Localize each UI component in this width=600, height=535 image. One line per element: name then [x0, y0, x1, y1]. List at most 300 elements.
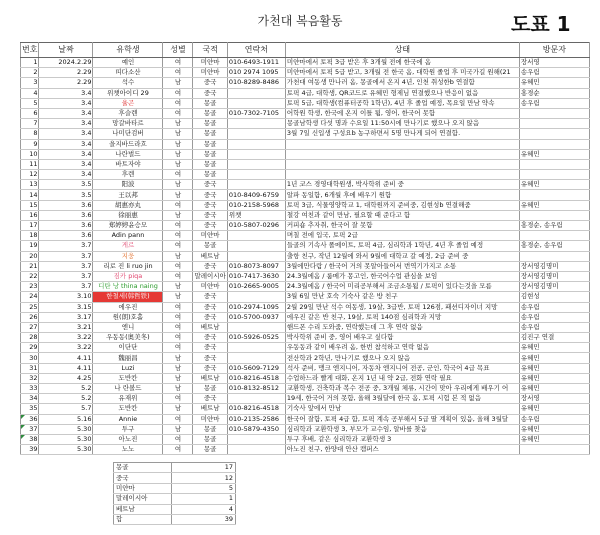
cell-name[interactable]: 후슬렌: [93, 108, 163, 118]
cell-name[interactable]: 노노: [93, 445, 163, 455]
cell-status[interactable]: 3월에만다람 / 한국어 거의 못알아들어서 번역기가지고 소통: [285, 261, 519, 271]
cell-date[interactable]: 3.4: [39, 129, 93, 139]
cell-name[interactable]: 魏丽昌: [93, 353, 163, 363]
cell-date[interactable]: 3.7: [39, 282, 93, 292]
cell-date[interactable]: 3.17: [39, 312, 93, 322]
cell-gender[interactable]: 남: [163, 210, 193, 220]
cell-date[interactable]: 3.7: [39, 271, 93, 281]
cell-gender[interactable]: 여: [163, 312, 193, 322]
cell-gender[interactable]: 여: [163, 322, 193, 332]
cell-date[interactable]: 3.4: [39, 139, 93, 149]
cell-phone[interactable]: 010-5700-0937: [227, 312, 285, 322]
cell-name[interactable]: 엔니: [93, 322, 163, 332]
cell-name[interactable]: 을지바드라흐: [93, 139, 163, 149]
cell-nation[interactable]: 중국: [193, 333, 227, 343]
cell-date[interactable]: 3.7: [39, 241, 93, 251]
cell-status[interactable]: 출항 친구, 작년 12월에 와서 9월에 대학교 갈 예정, 2급 준비 중: [285, 251, 519, 261]
cell-status[interactable]: 미얀마에서 토픽 3급 받은 후 3개월 전에 한국에 옴: [285, 58, 519, 68]
cell-name[interactable]: 유재위: [93, 394, 163, 404]
summary-label[interactable]: 중국: [114, 473, 172, 483]
cell-visitor[interactable]: 유혜민: [519, 343, 589, 353]
cell-visitor[interactable]: 홍경순: [519, 88, 589, 98]
cell-no[interactable]: 9: [21, 139, 39, 149]
cell-nation[interactable]: 몽골: [193, 119, 227, 129]
cell-no[interactable]: 33: [21, 384, 39, 394]
cell-gender[interactable]: 여: [163, 170, 193, 180]
cell-name[interactable]: 석수: [93, 78, 163, 88]
summary-count[interactable]: 12: [172, 473, 236, 483]
cell-no[interactable]: 27: [21, 322, 39, 332]
cell-status[interactable]: [285, 149, 519, 159]
cell-gender[interactable]: 여: [163, 271, 193, 281]
cell-phone[interactable]: 010-6493-1911: [227, 58, 285, 68]
cell-phone[interactable]: [227, 159, 285, 169]
cell-visitor[interactable]: [519, 445, 589, 455]
cell-nation[interactable]: 중국: [193, 292, 227, 302]
cell-phone[interactable]: [227, 88, 285, 98]
cell-date[interactable]: 3.15: [39, 302, 93, 312]
cell-no[interactable]: 32: [21, 373, 39, 383]
cell-gender[interactable]: 남: [163, 78, 193, 88]
cell-no[interactable]: 3: [21, 78, 39, 88]
cell-no[interactable]: 24: [21, 292, 39, 302]
summary-label[interactable]: 말레이시아: [114, 494, 172, 504]
cell-phone[interactable]: [227, 394, 285, 404]
cell-gender[interactable]: 남: [163, 282, 193, 292]
cell-no[interactable]: 31: [21, 363, 39, 373]
cell-phone[interactable]: [227, 149, 285, 159]
cell-date[interactable]: 3.4: [39, 170, 93, 180]
cell-date[interactable]: 3.4: [39, 149, 93, 159]
summary-count[interactable]: 1: [172, 494, 236, 504]
cell-status[interactable]: 교환학생, 건축학과 복수 전공 중, 3개월 체류, 시간이 맞아 우리에게 배우기 어: [285, 384, 519, 394]
cell-name[interactable]: 띠다소산: [93, 68, 163, 78]
cell-nation[interactable]: 중국: [193, 394, 227, 404]
cell-gender[interactable]: 남: [163, 424, 193, 434]
summary-count[interactable]: 39: [172, 514, 236, 524]
cell-nation[interactable]: 중국: [193, 363, 227, 373]
cell-gender[interactable]: 여: [163, 98, 193, 108]
cell-visitor[interactable]: 유혜민: [519, 424, 589, 434]
cell-status[interactable]: 토픽 3급, 식물영양학교 1, 대학원까지 준비중, 김현성b 연결해줌: [285, 200, 519, 210]
cell-name[interactable]: 디탄 낭 thina naing: [93, 282, 163, 292]
cell-status[interactable]: 전산학과 2학년, 만나기로 했으나 오지 않음: [285, 353, 519, 363]
cell-visitor[interactable]: 송우림: [519, 414, 589, 424]
cell-name[interactable]: 망갈바타르: [93, 119, 163, 129]
cell-gender[interactable]: 여: [163, 241, 193, 251]
cell-visitor[interactable]: [519, 119, 589, 129]
cell-visitor[interactable]: 유혜민: [519, 404, 589, 414]
cell-date[interactable]: 2.29: [39, 78, 93, 88]
cell-no[interactable]: 36: [21, 414, 39, 424]
cell-no[interactable]: 15: [21, 200, 39, 210]
cell-visitor[interactable]: [519, 139, 589, 149]
cell-gender[interactable]: 여: [163, 333, 193, 343]
cell-no[interactable]: 28: [21, 333, 39, 343]
cell-name[interactable]: 도반칸: [93, 404, 163, 414]
cell-no[interactable]: 17: [21, 221, 39, 231]
cell-status[interactable]: 3월 7일 신입생 구성요b 농구하면서 5명 만나게 되어 연결함.: [285, 129, 519, 139]
cell-nation[interactable]: 미얀마: [193, 282, 227, 292]
cell-name[interactable]: 예인: [93, 58, 163, 68]
cell-visitor[interactable]: 김현성: [519, 292, 589, 302]
cell-gender[interactable]: 여: [163, 221, 193, 231]
cell-phone[interactable]: 010-5609-7129: [227, 363, 285, 373]
cell-name[interactable]: 바트자야: [93, 159, 163, 169]
cell-nation[interactable]: 미얀마: [193, 414, 227, 424]
cell-visitor[interactable]: 송우림: [519, 312, 589, 322]
cell-phone[interactable]: 010-8216-4518: [227, 404, 285, 414]
cell-nation[interactable]: 베트남: [193, 251, 227, 261]
cell-phone[interactable]: [227, 343, 285, 353]
cell-date[interactable]: 3.5: [39, 180, 93, 190]
cell-phone[interactable]: 010-2665-9005: [227, 282, 285, 292]
cell-visitor[interactable]: 유혜민: [519, 180, 589, 190]
cell-phone[interactable]: [227, 98, 285, 108]
cell-no[interactable]: 34: [21, 394, 39, 404]
cell-visitor[interactable]: 장서영김명미: [519, 261, 589, 271]
cell-gender[interactable]: 남: [163, 159, 193, 169]
cell-date[interactable]: 3.4: [39, 119, 93, 129]
cell-gender[interactable]: 남: [163, 190, 193, 200]
cell-nation[interactable]: 몽골: [193, 129, 227, 139]
cell-nation[interactable]: 몽골: [193, 384, 227, 394]
cell-date[interactable]: 3.10: [39, 292, 93, 302]
cell-no[interactable]: 20: [21, 251, 39, 261]
cell-visitor[interactable]: 유혜민: [519, 363, 589, 373]
cell-name[interactable]: 徐丽惠: [93, 210, 163, 220]
cell-gender[interactable]: 여: [163, 445, 193, 455]
cell-phone[interactable]: [227, 434, 285, 444]
cell-no[interactable]: 35: [21, 404, 39, 414]
cell-visitor[interactable]: 유혜민: [519, 353, 589, 363]
cell-status[interactable]: [285, 170, 519, 180]
cell-no[interactable]: 30: [21, 353, 39, 363]
cell-name[interactable]: 리로 진 li ruo jin: [93, 261, 163, 271]
cell-visitor[interactable]: 장서영: [519, 58, 589, 68]
cell-date[interactable]: 5.2: [39, 394, 93, 404]
cell-date[interactable]: 3.22: [39, 333, 93, 343]
cell-gender[interactable]: 여: [163, 434, 193, 444]
cell-phone[interactable]: 010-8132-8512: [227, 384, 285, 394]
cell-status[interactable]: 어학원 학생, 한국에 온지 이틀 됨, 영어, 한국어 못함: [285, 108, 519, 118]
cell-gender[interactable]: 남: [163, 384, 193, 394]
summary-count[interactable]: 4: [172, 504, 236, 514]
cell-date[interactable]: 3.6: [39, 210, 93, 220]
cell-phone[interactable]: 010-8216-4518: [227, 373, 285, 383]
cell-gender[interactable]: 여: [163, 58, 193, 68]
cell-date[interactable]: 3.21: [39, 322, 93, 332]
cell-phone[interactable]: 010-7417-3630: [227, 271, 285, 281]
cell-status[interactable]: 커피숍 추자취, 한국어 잘 못함: [285, 221, 519, 231]
cell-nation[interactable]: 몽골: [193, 149, 227, 159]
cell-visitor[interactable]: 장서영김명미: [519, 271, 589, 281]
cell-gender[interactable]: 남: [163, 180, 193, 190]
cell-visitor[interactable]: [519, 159, 589, 169]
cell-status[interactable]: 박사학위 준비 중, 영어 배우고 싶다함: [285, 333, 519, 343]
cell-gender[interactable]: 여: [163, 261, 193, 271]
cell-gender[interactable]: 여: [163, 302, 193, 312]
cell-name[interactable]: 위챗아이디 29: [93, 88, 163, 98]
cell-nation[interactable]: 베트남: [193, 322, 227, 332]
cell-phone[interactable]: 010-5807-0296: [227, 221, 285, 231]
cell-nation[interactable]: 몽골: [193, 98, 227, 108]
cell-visitor[interactable]: 유혜민: [519, 384, 589, 394]
cell-visitor[interactable]: 송우림: [519, 68, 589, 78]
cell-nation[interactable]: 중국: [193, 78, 227, 88]
cell-phone[interactable]: [227, 241, 285, 251]
cell-status[interactable]: 수업하느라 빨게 대화, 온지 1년 내 약 2급, 전화 연락 필요: [285, 373, 519, 383]
cell-phone[interactable]: 010-8073-8097: [227, 261, 285, 271]
cell-status[interactable]: 2월 29일 만난 석수 여동생, 19살, 3급반, 토픽 126점, 패션디자이너 지망: [285, 302, 519, 312]
cell-date[interactable]: 3.7: [39, 251, 93, 261]
cell-phone[interactable]: 010-5879-4350: [227, 424, 285, 434]
cell-date[interactable]: 3.6: [39, 221, 93, 231]
cell-name[interactable]: 에우진: [93, 302, 163, 312]
summary-label[interactable]: 베트남: [114, 504, 172, 514]
cell-name[interactable]: 우동동(奥美冬): [93, 333, 163, 343]
cell-phone[interactable]: [227, 251, 285, 261]
cell-status[interactable]: 1년 코스 경영대학원생, 박사학위 준비 중: [285, 180, 519, 190]
cell-gender[interactable]: 여: [163, 394, 193, 404]
cell-gender[interactable]: 여: [163, 200, 193, 210]
cell-status[interactable]: 알파 동일함, 6개월 후에 배우기 원함: [285, 190, 519, 200]
cell-date[interactable]: 5.30: [39, 424, 93, 434]
cell-no[interactable]: 37: [21, 424, 39, 434]
cell-no[interactable]: 39: [21, 445, 39, 455]
cell-no[interactable]: 5: [21, 98, 39, 108]
cell-visitor[interactable]: 김진구 연결: [519, 333, 589, 343]
cell-name[interactable]: 이단단: [93, 343, 163, 353]
cell-gender[interactable]: 여: [163, 88, 193, 98]
cell-status[interactable]: 한국어 잘함, 토픽 4급 함, 토픽 계속 공부해서 5급 딸 계획이 있음, 올해 3월달: [285, 414, 519, 424]
cell-phone[interactable]: 위챗: [227, 210, 285, 220]
cell-visitor[interactable]: 유혜민: [519, 200, 589, 210]
cell-visitor[interactable]: 장서영: [519, 394, 589, 404]
cell-status[interactable]: 들골의 기속사 폴메이트, 토픽 4급, 심리학과 1학년, 4년 후 졸업 예정: [285, 241, 519, 251]
cell-nation[interactable]: 중국: [193, 302, 227, 312]
cell-nation[interactable]: 미얀마: [193, 58, 227, 68]
cell-gender[interactable]: 남: [163, 139, 193, 149]
cell-gender[interactable]: 남: [163, 292, 193, 302]
cell-visitor[interactable]: [519, 231, 589, 241]
summary-count[interactable]: 17: [172, 463, 236, 473]
cell-phone[interactable]: 010-2158-5968: [227, 200, 285, 210]
cell-status[interactable]: 몽골남학생 다섯 명과 수요일 11:50시에 만나기로 했으나 오지 않음: [285, 119, 519, 129]
cell-gender[interactable]: 여: [163, 68, 193, 78]
cell-name[interactable]: Annie: [93, 414, 163, 424]
cell-status[interactable]: 미얀마에서 토픽 5급 받고, 3개월 전 한국 옴, 대학원 졸업 후 미국가길 원해(21: [285, 68, 519, 78]
summary-count[interactable]: 5: [172, 483, 236, 493]
cell-visitor[interactable]: [519, 129, 589, 139]
cell-status[interactable]: 토픽 4급, 대학생, QR코드로 유혜민 형제님 연결했으나 반응이 없음: [285, 88, 519, 98]
cell-status[interactable]: 석사 준비, 맹크 엔지니어, 자동차 엔지니어 전공, 군인, 학국어 4급 목표: [285, 363, 519, 373]
cell-gender[interactable]: 남: [163, 149, 193, 159]
cell-phone[interactable]: 010-8409-6759: [227, 190, 285, 200]
cell-nation[interactable]: 중국: [193, 312, 227, 322]
cell-visitor[interactable]: [519, 251, 589, 261]
cell-nation[interactable]: 몽골: [193, 434, 227, 444]
cell-date[interactable]: 5.30: [39, 445, 93, 455]
cell-no[interactable]: 19: [21, 241, 39, 251]
summary-label[interactable]: 몽골: [114, 463, 172, 473]
cell-no[interactable]: 22: [21, 271, 39, 281]
cell-no[interactable]: 18: [21, 231, 39, 241]
cell-nation[interactable]: 몽골: [193, 424, 227, 434]
cell-no[interactable]: 14: [21, 190, 39, 200]
cell-name[interactable]: 郑婷婷윤승모: [93, 221, 163, 231]
cell-name[interactable]: 阳波: [93, 180, 163, 190]
cell-phone[interactable]: [227, 180, 285, 190]
cell-no[interactable]: 21: [21, 261, 39, 271]
cell-name[interactable]: Luzi: [93, 363, 163, 373]
cell-date[interactable]: 3.4: [39, 98, 93, 108]
cell-no[interactable]: 1: [21, 58, 39, 68]
cell-phone[interactable]: 010 2974 1095: [227, 68, 285, 78]
cell-gender[interactable]: 여: [163, 343, 193, 353]
cell-date[interactable]: 4.11: [39, 353, 93, 363]
cell-nation[interactable]: 중국: [193, 190, 227, 200]
cell-nation[interactable]: 중국: [193, 353, 227, 363]
cell-status[interactable]: 심리학과 교환학생 3, 부모가 교수임, 알바를 찾음: [285, 424, 519, 434]
cell-name[interactable]: 나 란볼드: [93, 384, 163, 394]
cell-date[interactable]: 5.7: [39, 404, 93, 414]
summary-label[interactable]: 합: [114, 514, 172, 524]
cell-no[interactable]: 13: [21, 180, 39, 190]
cell-visitor[interactable]: [519, 170, 589, 180]
cell-phone[interactable]: [227, 119, 285, 129]
cell-visitor[interactable]: 유혜민: [519, 434, 589, 444]
cell-no[interactable]: 26: [21, 312, 39, 322]
cell-name[interactable]: 王以邦: [93, 190, 163, 200]
cell-nation[interactable]: 중국: [193, 343, 227, 353]
cell-status[interactable]: [285, 159, 519, 169]
cell-status[interactable]: 핸드폰 수리 도와줌, 연락했는데 그 후 연락 없음: [285, 322, 519, 332]
cell-gender[interactable]: 남: [163, 129, 193, 139]
cell-phone[interactable]: [227, 353, 285, 363]
cell-no[interactable]: 16: [21, 210, 39, 220]
cell-visitor[interactable]: [519, 108, 589, 118]
cell-no[interactable]: 6: [21, 108, 39, 118]
cell-name[interactable]: 한철세(韩哲铁): [93, 292, 163, 302]
cell-date[interactable]: 4.25: [39, 373, 93, 383]
cell-status[interactable]: 에우진 같은 반 친구, 19살, 토픽 140점 심리학과 지망: [285, 312, 519, 322]
cell-name[interactable]: 원(朗)호홀: [93, 312, 163, 322]
cell-status[interactable]: [285, 139, 519, 149]
cell-nation[interactable]: 몽골: [193, 108, 227, 118]
cell-nation[interactable]: 미얀마: [193, 68, 227, 78]
cell-gender[interactable]: 남: [163, 251, 193, 261]
cell-name[interactable]: 도반칸: [93, 373, 163, 383]
cell-no[interactable]: 10: [21, 149, 39, 159]
cell-name[interactable]: 게르: [93, 241, 163, 251]
cell-phone[interactable]: 010-7302-7105: [227, 108, 285, 118]
cell-phone[interactable]: [227, 129, 285, 139]
cell-no[interactable]: 25: [21, 302, 39, 312]
cell-nation[interactable]: 중국: [193, 221, 227, 231]
cell-status[interactable]: 19세, 한국어 거의 못함, 올해 3월달에 한국 옴, 토픽 시험 본 적 없음: [285, 394, 519, 404]
cell-no[interactable]: 4: [21, 88, 39, 98]
cell-phone[interactable]: [227, 445, 285, 455]
cell-no[interactable]: 11: [21, 159, 39, 169]
cell-date[interactable]: 4.11: [39, 363, 93, 373]
cell-nation[interactable]: 중국: [193, 200, 227, 210]
cell-gender[interactable]: 여: [163, 108, 193, 118]
cell-date[interactable]: 3.7: [39, 261, 93, 271]
cell-visitor[interactable]: 유혜민: [519, 78, 589, 88]
cell-gender[interactable]: 여: [163, 414, 193, 424]
cell-status[interactable]: 기숙사 앞에서 만남: [285, 404, 519, 414]
cell-date[interactable]: 3.4: [39, 88, 93, 98]
cell-no[interactable]: 29: [21, 343, 39, 353]
cell-nation[interactable]: 중국: [193, 88, 227, 98]
cell-no[interactable]: 7: [21, 119, 39, 129]
cell-nation[interactable]: 몽골: [193, 170, 227, 180]
cell-nation[interactable]: 중국: [193, 261, 227, 271]
cell-nation[interactable]: 몽골: [193, 139, 227, 149]
cell-visitor[interactable]: 장서영김명미: [519, 282, 589, 292]
cell-date[interactable]: 2024.2.29: [39, 58, 93, 68]
cell-status[interactable]: 토픽 5급, 대학생(컴퓨터공학 1학년), 4년 후 졸업 예정, 목요일 만남 약속: [285, 98, 519, 108]
cell-phone[interactable]: [227, 322, 285, 332]
cell-date[interactable]: 3.6: [39, 231, 93, 241]
cell-visitor[interactable]: 송우림: [519, 322, 589, 332]
cell-visitor[interactable]: 송우림: [519, 302, 589, 312]
cell-gender[interactable]: 남: [163, 119, 193, 129]
cell-date[interactable]: 5.2: [39, 384, 93, 394]
cell-no[interactable]: 23: [21, 282, 39, 292]
cell-nation[interactable]: 말레이시아: [194, 272, 226, 281]
cell-date[interactable]: 2.29: [39, 68, 93, 78]
cell-nation[interactable]: 중국: [193, 180, 227, 190]
cell-visitor[interactable]: 유혜민: [519, 149, 589, 159]
cell-name[interactable]: 투구: [93, 424, 163, 434]
cell-date[interactable]: 3.5: [39, 190, 93, 200]
cell-date[interactable]: 3.4: [39, 108, 93, 118]
cell-nation[interactable]: 베트남: [193, 373, 227, 383]
cell-no[interactable]: 38: [21, 434, 39, 444]
cell-status[interactable]: 우동동과 같이 배우려 옴, 한번 참석하고 연락 없음: [285, 343, 519, 353]
cell-name[interactable]: 나란벌드: [93, 149, 163, 159]
cell-visitor[interactable]: 송우림: [519, 98, 589, 108]
cell-visitor[interactable]: 홍경순, 송우림: [519, 241, 589, 251]
cell-nation[interactable]: 베트남: [193, 404, 227, 414]
cell-phone[interactable]: [227, 231, 285, 241]
cell-gender[interactable]: 남: [163, 373, 193, 383]
cell-name[interactable]: Adin pann: [93, 231, 163, 241]
cell-date[interactable]: 3.22: [39, 343, 93, 353]
cell-nation[interactable]: 몽골: [193, 159, 227, 169]
cell-status[interactable]: 3월 6일 만난 호숙 기숙사 같은 방 친구: [285, 292, 519, 302]
cell-nation[interactable]: 몽골: [193, 241, 227, 251]
cell-phone[interactable]: 010-2135-2586: [227, 414, 285, 424]
cell-status[interactable]: 아노진 친구, 한양대 안산 캠퍼스: [285, 445, 519, 455]
cell-no[interactable]: 12: [21, 170, 39, 180]
cell-name[interactable]: 지웅: [93, 251, 163, 261]
cell-gender[interactable]: 남: [163, 363, 193, 373]
cell-status[interactable]: 며칠 전에 입국, 토픽 2급: [285, 231, 519, 241]
cell-gender[interactable]: 남: [163, 404, 193, 414]
cell-no[interactable]: 8: [21, 129, 39, 139]
cell-phone[interactable]: 010-2974-1095: [227, 302, 285, 312]
cell-visitor[interactable]: 홍경순, 송우림: [519, 221, 589, 231]
cell-gender[interactable]: 여: [163, 231, 193, 241]
cell-status[interactable]: 가천대 여동생 만나러 옴, 몽골에서 온지 4년, 인천 취성한b 연결함: [285, 78, 519, 88]
cell-date[interactable]: 5.16: [39, 414, 93, 424]
cell-name[interactable]: 나미단검버: [93, 129, 163, 139]
cell-name[interactable]: 율곤: [93, 98, 163, 108]
cell-phone[interactable]: [227, 139, 285, 149]
